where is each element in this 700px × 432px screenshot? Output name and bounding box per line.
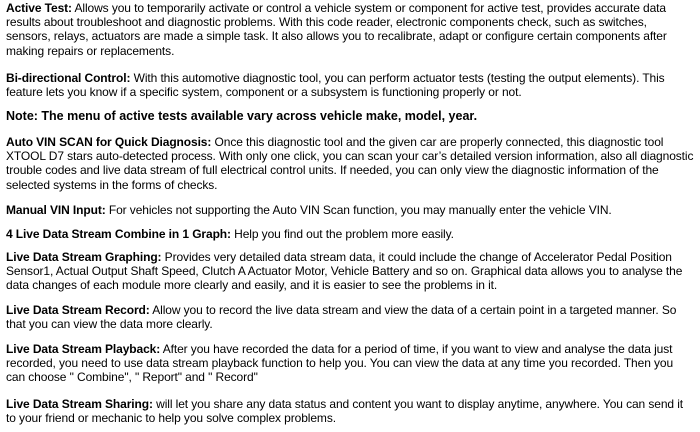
text-active-test: Allows you to temporarily activate or control a vehicle system or component for active test, provides accurate data results about troubleshoot and diagnostic problems. With this code reader, electronic components check, such as switches, sensors, relays, actuators are made a simple task. It also allows you to recalibrate, adapt or configure certain components after making repairs or replacements. (6, 1, 667, 58)
text-data-stream-playback: After you have recorded the data for a period of time, if you want to view and analyse the data just recorded, you need to use data stream playback function to help you. You can view the data at any time you recorded. Then you can choose " Combine", " Report" and " Record" (6, 342, 674, 385)
text-auto-vin-scan: Once this diagnostic tool and the given car are properly connected, this diagnostic tool XTOOL D7 stars auto-detected process. With only one click, you can scan your car’s detailed version information, also all diagnostic trouble codes and live data stream of full electrical control units. If needed, you can only view the diagnostic information of the selected systems in the forms of checks. (6, 135, 694, 192)
heading-manual-vin-input: Manual VIN Input: (6, 203, 106, 217)
heading-data-stream-graphing: Live Data Stream Graphing: (6, 250, 162, 264)
paragraph-manual-vin-input (6, 203, 694, 217)
paragraph-data-stream-combine (6, 227, 694, 241)
heading-data-stream-record: Live Data Stream Record: (6, 303, 150, 317)
paragraph-auto-vin-scan (6, 135, 694, 192)
paragraph-data-stream-sharing (6, 397, 694, 425)
text-bidirectional-control: With this automotive diagnostic tool, you can perform actuator tests (testing the output elements). This feature lets you know if a specific system, component or a subsystem is functioning properly or not. (6, 71, 665, 100)
text-data-stream-graphing: Provides very detailed data stream data, it could include the change of Accelerator Pedal Position Sensor1, Actual Output Shaft Speed, Clutch A Actuator Motor, Vehicle Battery and so on. Graphical data allows you to analyse the data changes of each module more clearly and easily, and it is easier to see the problems in it. (6, 250, 683, 293)
paragraph-data-stream-graphing (6, 250, 694, 293)
heading-active-test: Active Test: (6, 1, 72, 15)
paragraph-data-stream-playback (6, 342, 694, 385)
paragraph-data-stream-record (6, 303, 694, 331)
heading-bidirectional-control: Bi-directional Control: (6, 71, 131, 85)
heading-data-stream-sharing: Live Data Stream Sharing: (6, 397, 153, 411)
text-data-stream-combine: Help you find out the problem more easily. (230, 227, 454, 241)
heading-data-stream-playback: Live Data Stream Playback: (6, 342, 161, 356)
text-manual-vin-input: For vehicles not supporting the Auto VIN Scan function, you may manually enter the vehicle VIN. (105, 203, 612, 217)
text-data-stream-sharing: will let you share any data status and content you want to display anytime, anywhere. You can send it to your friend or mechanic to help you solve complex problems. (6, 397, 684, 426)
note-active-tests: Note: The menu of active tests available vary across vehicle make, model, year. (6, 109, 478, 123)
text-data-stream-record: Allow you to record the live data stream and view the data of a certain point in a targeted manner. So that you can view the data more clearly. (6, 303, 677, 332)
paragraph-bidirectional-control (6, 71, 694, 99)
heading-data-stream-combine: 4 Live Data Stream Combine in 1 Graph: (6, 227, 231, 241)
heading-auto-vin-scan: Auto VIN SCAN for Quick Diagnosis: (6, 135, 212, 149)
paragraph-active-test (6, 1, 694, 58)
